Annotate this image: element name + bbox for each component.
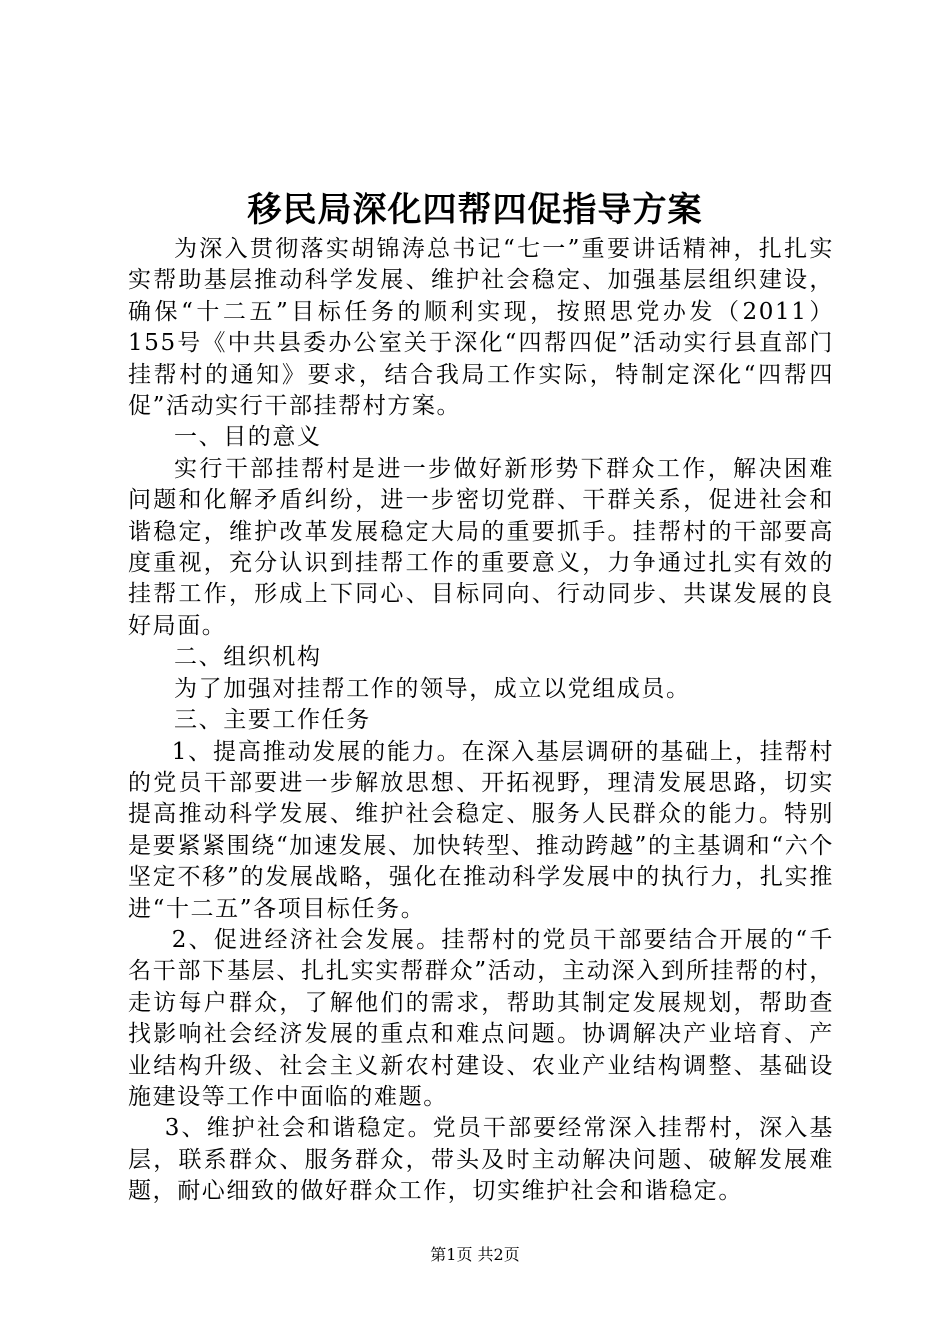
organization-paragraph: 为了加强对挂帮工作的领导，成立以党组成员。 (174, 675, 691, 702)
task-item-2: 2、促进经济社会发展。挂帮村的党员干部要结合开展的“千名干部下基层、扎扎实实帮群众”活动，主动深入到所挂帮的村，走访每户群众，了解他们的需求，帮助其制定发展规划，帮助查找影响社会经济发展的重点和难点问题。协调解决产业培育、产业结构升级、社会主义新农村建设、农业产业结构调整、基础设施建设等工作中面临的难题。 (128, 926, 834, 1110)
purpose-paragraph: 实行干部挂帮村是进一步做好新形势下群众工作，解决困难问题和化解矛盾纠纷，进一步密切党群、干群关系，促进社会和谐稳定，维护改革发展稳定大局的重要抓手。挂帮村的干部要高度重视，充分认识到挂帮工作的重要意义，力争通过扎实有效的挂帮工作，形成上下同心、目标同向、行动同步、共谋发展的良好局面。 (128, 455, 834, 639)
intro-paragraph: 为深入贯彻落实胡锦涛总书记“七一”重要讲话精神，扎扎实实帮助基层推动科学发展、维护社会稳定、加强基层组织建设，确保“十二五”目标任务的顺利实现，按照思党办发（2011）155号《中共县委办公室关于深化“四帮四促”活动实行县直部门挂帮村的通知》要求，结合我局工作实际，特制定深化“四帮四促”活动实行干部挂帮村方案。 (128, 236, 834, 420)
document-title: 移民局深化四帮四促指导方案 (247, 190, 703, 230)
page-footer: 第1页 共2页 (430, 1245, 520, 1264)
task-item-1: 1、提高推动发展的能力。在深入基层调研的基础上，挂帮村的党员干部要进一步解放思想、开拓视野，理清发展思路，切实提高推动科学发展、维护社会稳定、服务人民群众的能力。特别是要紧紧围绕“加速发展、加快转型、推动跨越”的主基调和“六个坚定不移”的发展战略，强化在推动科学发展中的执行力，扎实推进“十二五”各项目标任务。 (128, 738, 834, 922)
section-heading-tasks: 三、主要工作任务 (174, 707, 371, 734)
task-item-3: 3、维护社会和谐稳定。党员干部要经常深入挂帮村，深入基层，联系群众、服务群众，带头及时主动解决问题、破解发展难题，耐心细致的做好群众工作，切实维护社会和谐稳定。 (128, 1115, 834, 1205)
section-heading-organization: 二、组织机构 (174, 644, 322, 671)
document-body (128, 234, 834, 1208)
section-heading-purpose: 一、目的意义 (174, 424, 322, 451)
